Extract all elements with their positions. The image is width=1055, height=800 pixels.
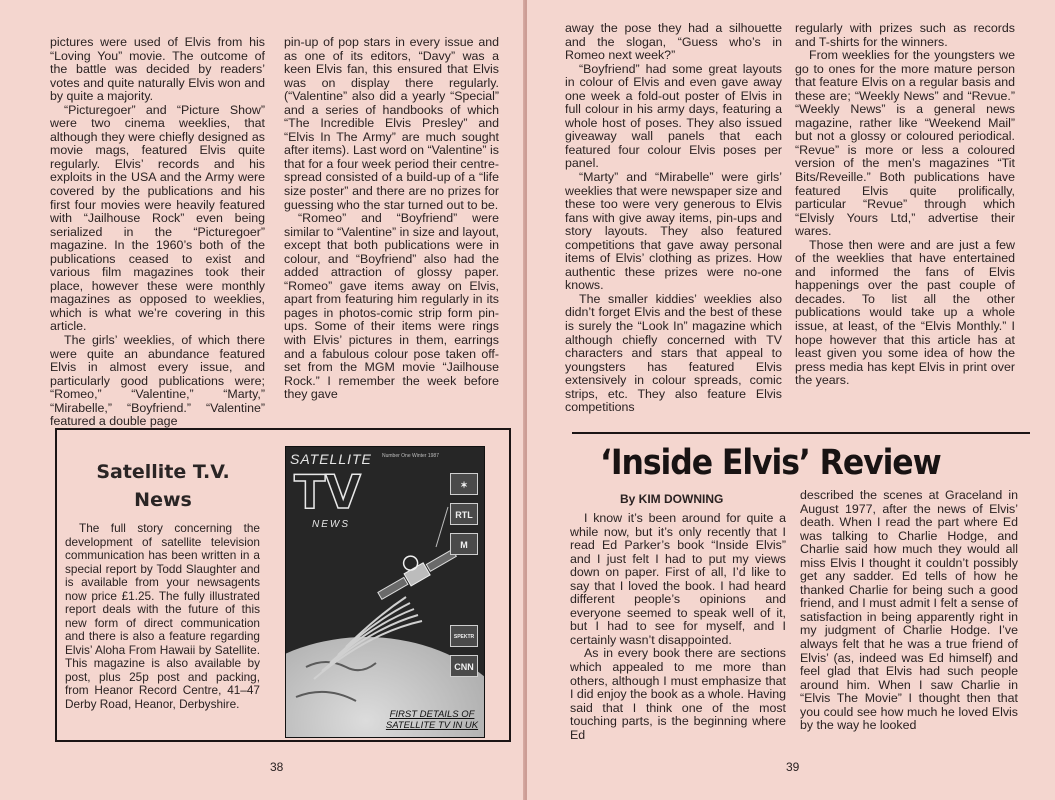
- cover-tv-logo: TV: [294, 465, 361, 519]
- left-column-2: [284, 36, 499, 402]
- right-column-2: [795, 22, 1015, 388]
- paragraph: “Marty” and “Mirabelle” were girls’ weeklies that were newspaper size and these too were very generous to Elvis fans with give away items, pin-ups and story layouts. They also featured competitions that gave away personal items of Elvis’ clothing as prizes. How authentic these prizes were no-one knows.: [565, 170, 782, 293]
- paragraph: pictures were used of Elvis from his “Loving You” movie. The outcome of the battle was decided by readers’ votes and quite naturally Elvis won and by quite a majority.: [50, 35, 265, 104]
- channel-logo: CNN: [450, 655, 478, 677]
- paragraph: Those then were and are just a few of the weeklies that have entertained and informed the fans of Elvis happenings over the past couple of decades. To list all the other publications would take up a whole issue, at least, of the “Elvis Monthly.” I hope however that this article has at least given you some idea of how the press media has kept Elvis in print over the years.: [795, 237, 1015, 388]
- channel-logo: SPEKTR: [450, 625, 478, 647]
- left-page: [0, 0, 525, 800]
- box-text: [65, 522, 260, 711]
- cover-issue: Number One Winter 1987: [382, 453, 439, 459]
- paragraph: The girls’ weeklies, of which there were quite an abundance featured Elvis in almost every issue, and particularly good publications were; “Romeo,” “Valentine,” “Marty,” “Mirabelle,” “Boyfriend.” “Valentine” featured a double page: [50, 333, 265, 429]
- page-number: 39: [786, 760, 800, 774]
- box-title: Satellite T.V. News: [96, 461, 230, 511]
- channel-logo: RTL: [450, 503, 478, 525]
- paragraph: regularly with prizes such as records and T-shirts for the winners.: [795, 21, 1015, 49]
- paragraph: From weeklies for the youngsters we go to ones for the more mature person that feature Elvis on a regular basis and these are; “Weekly News” and “Revue.” “Weekly News” is a general news magazine, rather like “Weekend Mail” but not a glossy or coloured periodical. “Revue” is more or less a coloured version of the men’s magazines “Tit Bits/Reveille.” Both publications have featured Elvis quite prolifically, particular “Revue” through which “Elvisly Yours Ltd,” advertise their wares.: [795, 48, 1015, 239]
- paragraph: described the scenes at Graceland in August 1977, after the news of Elvis’ death. When I read the part where Ed was talking to Charlie Hodge, and Charlie said how much they would all miss Elvis I thought it couldn’t possibly get any sadder. Ed tells of how he thanked Charlie for being such a good friend, and I must admit I felt a sense of satisfaction in being apparently right in my judgment of Charlie Hodge. I’ve always felt that he was a true friend of Elvis’ (as, indeed was Ed himself) and feel glad that Elvis had such people around him. When I saw Charlie in “Elvis The Movie” I thought then that you could see how much he loved Elvis by the way he looked: [800, 488, 1018, 733]
- paragraph: away the pose they had a silhouette and the slogan, “Guess who’s in Romeo next week?”: [565, 21, 782, 63]
- review-byline: By KIM DOWNING: [620, 492, 724, 506]
- cover-footer: FIRST DETAILS OF SATELLITE TV IN UK: [385, 709, 479, 731]
- paragraph: The smaller kiddies’ weeklies also didn’t forget Elvis and the best of these is surely the “Look In” magazine which although chiefly concerned with TV characters and stars that appeal to youngsters has featured Elvis extensively in colour spreads, comic strips, etc. They also feature Elvis competitions: [565, 291, 782, 415]
- left-column-1: [50, 36, 265, 429]
- right-column-1: [565, 22, 782, 415]
- channel-logo: M: [450, 533, 478, 555]
- review-headline: ‘Inside Elvis’ Review: [600, 443, 941, 483]
- paragraph: As in every book there are sections which appealed to me more than others, although I must emphasize that I did enjoy the book as a whole. Having said that I think one of the most touching parts, is the beginning where Ed: [570, 646, 786, 742]
- channel-logo: ✶: [450, 473, 478, 495]
- cover-channel-logos: [450, 473, 480, 685]
- paragraph: pin-up of pop stars in every issue and as one of its editors, “Davy” was a keen Elvis fan, this ensured that Elvis was on display there regularly. (“Valentine” also did a yearly “Special” and a series of handbooks of which “The Incredible Elvis Presley” and “Elvis In The Army” are much sought after items). Last word on “Valentine” is that for a four week period their centre-spread consisted of a build-up of a “life size poster” and there are no prizes for guessing who the star turned out to be.: [284, 35, 499, 212]
- paragraph: I know it’s been around for quite a while now, but it’s only recently that I read Ed Parker’s book “Inside Elvis” and I just felt I had to put my views down on paper. First of all, I’d like to say that I loved the book. I had heard different people’s opinions and everyone seemed to speak well of it, but I had to see for myself, and I certainly wasn’t disappointed.: [570, 511, 786, 647]
- satellite-tv-news-box: [55, 428, 511, 742]
- review-column-1: [570, 512, 786, 742]
- review-column-2: [800, 489, 1018, 733]
- paragraph: “Romeo” and “Boyfriend” were similar to “Valentine” in size and layout, except that both publications were in colour, and “Boyfriend” also had the added attraction of glossy paper. “Romeo” gave items away on Elvis, apart from featuring him regularly in its pages in photos-comic strip form pin-ups. Some of their items were rings with Elvis’ pictures in them, earrings and a fabulous colour pose taken off-set from the MGM movie “Jailhouse Rock.” I remember the week before they gave: [284, 211, 499, 402]
- magazine-cover-image: [285, 446, 485, 738]
- paragraph: “Boyfriend” had some great layouts in colour of Elvis and even gave away one week a fold-out poster of Elvis in full colour in his army days, featuring a whole host of poses. They also issued giveaway wall panels that each featured four colour Elvis poses per panel.: [565, 61, 782, 171]
- box-paragraph: The full story concerning the development of satellite television communication has been written in a special report by Todd Slaughter and is available from your newsagents now price £1.25. The fully illustrated report deals with the future of this new form of direct communication and there is also a feature regarding Elvis’ Aloha From Hawaii by Satellite. This magazine is also available by post, plus 25p post and packing, from Heanor Record Centre, 41–47 Derby Road, Heanor, Derbyshire.: [65, 521, 260, 711]
- paragraph: “Picturegoer” and “Picture Show” were two cinema weeklies, that although they were chiefly designed as movie mags, featured Elvis quite regularly. Elvis’ records and his exploits in the USA and the Army were covered by the publications and his first four movies were heavily featured with “Jailhouse Rock” even being serialized in the “Picturegoer” magazine. In the 1960’s both of the publications ceased to exist and various film magazines took their place, however these were monthly magazines as opposed to weeklies, which is what we’re covering in this article.: [50, 102, 265, 334]
- section-rule: [572, 432, 1030, 434]
- cover-news-label: NEWS: [312, 519, 350, 530]
- page-number: 38: [270, 760, 284, 774]
- cover-masthead: SATELLITE: [290, 451, 372, 467]
